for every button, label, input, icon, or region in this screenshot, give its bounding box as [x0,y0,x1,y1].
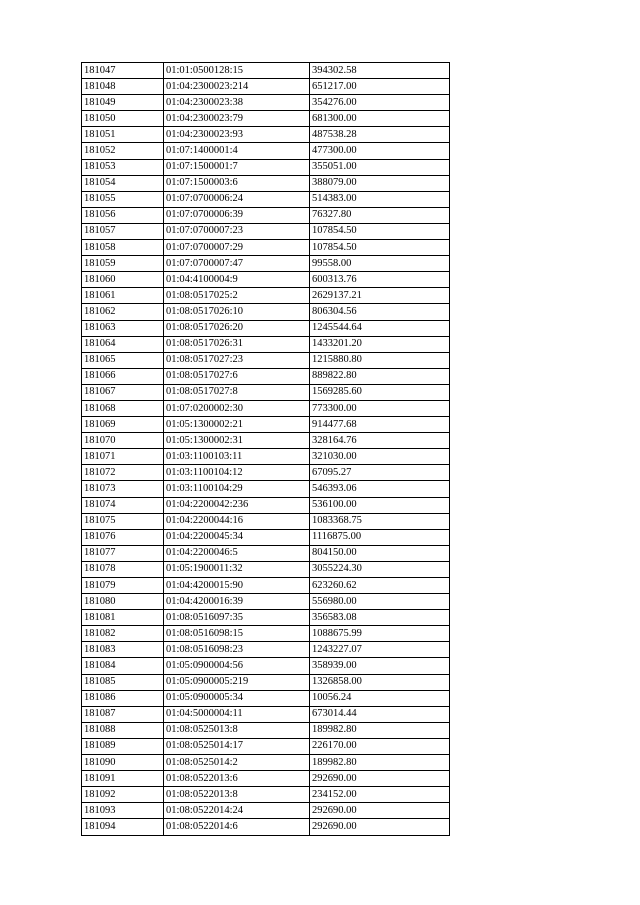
row-id-cell: 181088 [82,722,164,738]
row-id-cell: 181079 [82,578,164,594]
value-cell: 477300.00 [310,143,450,159]
value-cell: 673014.44 [310,706,450,722]
table-row [82,545,450,561]
cadastral-number-cell: 01:04:5000004:11 [164,706,310,722]
cadastral-number-cell: 01:04:4100004:9 [164,272,310,288]
row-id-cell: 181092 [82,787,164,803]
cadastral-number-cell: 01:04:2300023:214 [164,79,310,95]
value-cell: 1215880.80 [310,352,450,368]
table-row [82,272,450,288]
cadastral-number-cell: 01:04:2200042:236 [164,497,310,513]
value-cell: 226170.00 [310,738,450,754]
table-row [82,352,450,368]
table-row [82,771,450,787]
value-cell: 546393.06 [310,481,450,497]
cadastral-number-cell: 01:08:0516097:35 [164,610,310,626]
row-id-cell: 181077 [82,545,164,561]
value-cell: 292690.00 [310,771,450,787]
table-row [82,513,450,529]
table-row [82,674,450,690]
row-id-cell: 181057 [82,223,164,239]
cadastral-number-cell: 01:07:1500001:7 [164,159,310,175]
row-id-cell: 181084 [82,658,164,674]
cadastral-number-cell: 01:08:0517027:23 [164,352,310,368]
row-id-cell: 181093 [82,803,164,819]
table-row [82,207,450,223]
table-row [82,481,450,497]
cadastral-number-cell: 01:07:0200002:30 [164,400,310,416]
row-id-cell: 181058 [82,240,164,256]
row-id-cell: 181062 [82,304,164,320]
table-row [82,159,450,175]
value-cell: 1243227.07 [310,642,450,658]
cadastral-number-cell: 01:04:2200045:34 [164,529,310,545]
table-row [82,738,450,754]
cadastral-number-cell: 01:08:0525014:17 [164,738,310,754]
table-row [82,642,450,658]
value-cell: 556980.00 [310,594,450,610]
table-row [82,594,450,610]
cadastral-number-cell: 01:08:0522013:8 [164,787,310,803]
cadastral-number-cell: 01:05:0900005:34 [164,690,310,706]
table-row [82,223,450,239]
table-row [82,497,450,513]
cadastral-number-cell: 01:07:0700007:23 [164,223,310,239]
value-cell: 536100.00 [310,497,450,513]
value-cell: 1116875.00 [310,529,450,545]
cadastral-number-cell: 01:05:0900004:56 [164,658,310,674]
cadastral-number-cell: 01:05:1300002:21 [164,417,310,433]
row-id-cell: 181085 [82,674,164,690]
row-id-cell: 181047 [82,63,164,79]
value-cell: 76327.80 [310,207,450,223]
value-cell: 889822.80 [310,368,450,384]
table-row [82,690,450,706]
cadastral-number-cell: 01:08:0522014:24 [164,803,310,819]
table-row [82,384,450,400]
value-cell: 234152.00 [310,787,450,803]
table-row [82,803,450,819]
row-id-cell: 181055 [82,191,164,207]
value-cell: 773300.00 [310,400,450,416]
table-row [82,111,450,127]
table-row [82,288,450,304]
value-cell: 623260.62 [310,578,450,594]
table-row [82,368,450,384]
table-row [82,433,450,449]
cadastral-number-cell: 01:07:0700006:24 [164,191,310,207]
value-cell: 107854.50 [310,223,450,239]
table-row [82,722,450,738]
value-cell: 1245544.64 [310,320,450,336]
row-id-cell: 181090 [82,755,164,771]
table-body [82,63,450,836]
cadastral-number-cell: 01:08:0517027:6 [164,368,310,384]
value-cell: 600313.76 [310,272,450,288]
row-id-cell: 181078 [82,561,164,577]
data-table [81,62,450,836]
value-cell: 1088675.99 [310,626,450,642]
table-row [82,304,450,320]
row-id-cell: 181052 [82,143,164,159]
row-id-cell: 181082 [82,626,164,642]
row-id-cell: 181054 [82,175,164,191]
value-cell: 354276.00 [310,95,450,111]
value-cell: 394302.58 [310,63,450,79]
row-id-cell: 181080 [82,594,164,610]
value-cell: 914477.68 [310,417,450,433]
cadastral-number-cell: 01:04:4200016:39 [164,594,310,610]
value-cell: 10056.24 [310,690,450,706]
row-id-cell: 181061 [82,288,164,304]
table-row [82,626,450,642]
row-id-cell: 181069 [82,417,164,433]
value-cell: 67095.27 [310,465,450,481]
cadastral-number-cell: 01:03:1100104:12 [164,465,310,481]
table-row [82,529,450,545]
row-id-cell: 181068 [82,400,164,416]
table-row [82,658,450,674]
row-id-cell: 181071 [82,449,164,465]
cadastral-number-cell: 01:04:2200044:16 [164,513,310,529]
value-cell: 292690.00 [310,803,450,819]
table-row [82,706,450,722]
cadastral-number-cell: 01:08:0525014:2 [164,755,310,771]
table-row [82,79,450,95]
row-id-cell: 181086 [82,690,164,706]
value-cell: 804150.00 [310,545,450,561]
table-row [82,400,450,416]
cadastral-number-cell: 01:08:0517025:2 [164,288,310,304]
value-cell: 328164.76 [310,433,450,449]
table-row [82,127,450,143]
table-row [82,610,450,626]
row-id-cell: 181059 [82,256,164,272]
value-cell: 356583.08 [310,610,450,626]
value-cell: 1083368.75 [310,513,450,529]
value-cell: 651217.00 [310,79,450,95]
row-id-cell: 181065 [82,352,164,368]
value-cell: 2629137.21 [310,288,450,304]
cadastral-number-cell: 01:07:0700007:29 [164,240,310,256]
cadastral-number-cell: 01:08:0517027:8 [164,384,310,400]
cadastral-number-cell: 01:03:1100103:11 [164,449,310,465]
table-row [82,240,450,256]
row-id-cell: 181048 [82,79,164,95]
cadastral-number-cell: 01:08:0517026:20 [164,320,310,336]
table-row [82,336,450,352]
table-row [82,819,450,835]
cadastral-number-cell: 01:04:2300023:93 [164,127,310,143]
cadastral-number-cell: 01:08:0522013:6 [164,771,310,787]
cadastral-number-cell: 01:07:0700006:39 [164,207,310,223]
row-id-cell: 181073 [82,481,164,497]
value-cell: 355051.00 [310,159,450,175]
row-id-cell: 181063 [82,320,164,336]
table-row [82,175,450,191]
cadastral-number-cell: 01:07:0700007:47 [164,256,310,272]
value-cell: 107854.50 [310,240,450,256]
table-row [82,578,450,594]
cadastral-number-cell: 01:05:1900011:32 [164,561,310,577]
row-id-cell: 181074 [82,497,164,513]
row-id-cell: 181060 [82,272,164,288]
value-cell: 806304.56 [310,304,450,320]
cadastral-number-cell: 01:05:0900005:219 [164,674,310,690]
value-cell: 358939.00 [310,658,450,674]
row-id-cell: 181064 [82,336,164,352]
row-id-cell: 181066 [82,368,164,384]
cadastral-number-cell: 01:01:0500128:15 [164,63,310,79]
row-id-cell: 181051 [82,127,164,143]
cadastral-number-cell: 01:05:1300002:31 [164,433,310,449]
table-row [82,561,450,577]
value-cell: 514383.00 [310,191,450,207]
value-cell: 1569285.60 [310,384,450,400]
row-id-cell: 181053 [82,159,164,175]
cadastral-number-cell: 01:08:0522014:6 [164,819,310,835]
cadastral-number-cell: 01:03:1100104:29 [164,481,310,497]
row-id-cell: 181076 [82,529,164,545]
table-row [82,143,450,159]
cadastral-number-cell: 01:04:4200015:90 [164,578,310,594]
row-id-cell: 181089 [82,738,164,754]
table-row [82,787,450,803]
row-id-cell: 181075 [82,513,164,529]
row-id-cell: 181049 [82,95,164,111]
cadastral-number-cell: 01:07:1400001:4 [164,143,310,159]
cadastral-number-cell: 01:08:0517026:10 [164,304,310,320]
table-row [82,320,450,336]
table-row [82,95,450,111]
value-cell: 321030.00 [310,449,450,465]
value-cell: 487538.28 [310,127,450,143]
table-row [82,449,450,465]
cadastral-number-cell: 01:07:1500003:6 [164,175,310,191]
value-cell: 3055224.30 [310,561,450,577]
cadastral-number-cell: 01:08:0516098:15 [164,626,310,642]
value-cell: 1433201.20 [310,336,450,352]
cadastral-number-cell: 01:08:0525013:8 [164,722,310,738]
row-id-cell: 181091 [82,771,164,787]
table-row [82,191,450,207]
row-id-cell: 181067 [82,384,164,400]
cadastral-number-cell: 01:04:2300023:79 [164,111,310,127]
table-row [82,417,450,433]
row-id-cell: 181094 [82,819,164,835]
cadastral-number-cell: 01:04:2300023:38 [164,95,310,111]
table-row [82,63,450,79]
value-cell: 189982.80 [310,722,450,738]
row-id-cell: 181050 [82,111,164,127]
cadastral-number-cell: 01:08:0516098:23 [164,642,310,658]
value-cell: 388079.00 [310,175,450,191]
value-cell: 189982.80 [310,755,450,771]
value-cell: 681300.00 [310,111,450,127]
row-id-cell: 181087 [82,706,164,722]
value-cell: 99558.00 [310,256,450,272]
value-cell: 1326858.00 [310,674,450,690]
row-id-cell: 181070 [82,433,164,449]
table-row [82,256,450,272]
row-id-cell: 181056 [82,207,164,223]
table-row [82,755,450,771]
row-id-cell: 181081 [82,610,164,626]
table-row [82,465,450,481]
cadastral-number-cell: 01:04:2200046:5 [164,545,310,561]
row-id-cell: 181083 [82,642,164,658]
cadastral-number-cell: 01:08:0517026:31 [164,336,310,352]
value-cell: 292690.00 [310,819,450,835]
row-id-cell: 181072 [82,465,164,481]
